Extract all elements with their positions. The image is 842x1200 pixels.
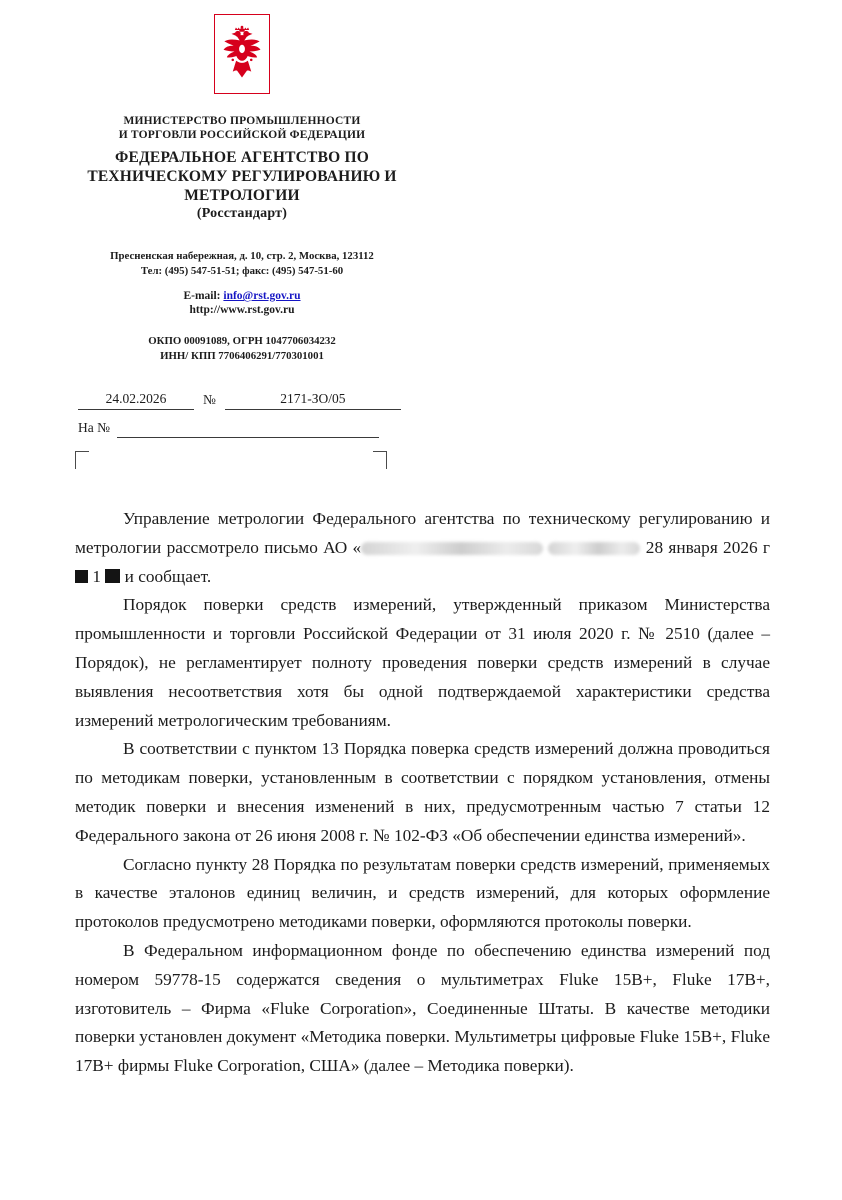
paragraph-1: [75, 505, 770, 591]
website-url: http://www.rst.gov.ru: [189, 304, 295, 316]
registry-codes: [56, 334, 428, 363]
reference-block: [78, 391, 408, 438]
postal-address: Пресненская набережная, д. 10, стр. 2, Москва, 123112: [110, 250, 374, 262]
corner-bracket-left: [75, 451, 89, 469]
redacted-text: [548, 542, 640, 555]
agency-short-name: (Росстандарт): [196, 206, 288, 221]
date-number-row: [78, 391, 408, 410]
redaction-box: [75, 570, 88, 583]
paragraph-3: В соответствии с пунктом 13 Порядка поверка средств измерений должна проводиться по методикам поверки, установленным в соответствии с порядком установления, отмены методик поверки и внесения изменений в них, предусмотренным частью 7 статьи 12 Федерального закона от 26 июня 2008 г. № 102-ФЗ «Об обеспечении единства измерений».: [75, 739, 770, 845]
okpo-ogrn: ОКПО 00091089, ОГРН 1047706034232: [148, 335, 336, 347]
letterhead: [56, 0, 428, 363]
ministry-name: [56, 114, 428, 142]
email-line: [56, 290, 428, 302]
email-link[interactable]: info@rst.gov.ru: [223, 290, 301, 302]
coat-of-arms-box: [214, 14, 270, 94]
reply-to-blank-line: [117, 422, 379, 438]
letter-number: 2171-ЗО/05: [225, 391, 401, 410]
corner-bracket-right: [373, 451, 387, 469]
reply-to-label: На №: [78, 420, 110, 435]
reply-to-row: [78, 420, 408, 438]
contact-block: [56, 249, 428, 278]
phone-fax: Тел: (495) 547-51-51; факс: (495) 547-51-60: [140, 264, 344, 277]
agency-line: МЕТРОЛОГИИ: [184, 187, 300, 204]
redacted-text: [361, 542, 543, 555]
p1-text: 28 января 2026 г: [645, 537, 771, 557]
p1-text: и сообщает.: [124, 566, 212, 586]
addressee-area: [75, 451, 387, 479]
email-label: E-mail:: [183, 290, 221, 302]
p1-text: Управление метрологии Федерального агентства по техническому регулированию и метрологии рассмотрело письмо АО «: [75, 509, 770, 557]
inn-kpp: ИНН/ КПП 7706406291/770301001: [160, 349, 324, 362]
agency-line: ФЕДЕРАЛЬНОЕ АГЕНТСТВО ПО: [115, 149, 369, 166]
agency-line: ТЕХНИЧЕСКОМУ РЕГУЛИРОВАНИЮ И: [87, 168, 397, 185]
agency-name: [56, 148, 428, 223]
double-headed-eagle-icon: [221, 24, 263, 84]
letter-body: [75, 505, 770, 1081]
paragraph-5: В Федеральном информационном фонде по обеспечению единства измерений под номером 59778-15 содержатся сведения о мультиметрах Fluke 15B+, Fluke 17B+, изготовитель – Фирма «Fluke Corporation», Соединенные Штаты. В качестве методики поверки установлен документ «Методика поверки. Мультиметры цифровые Fluke 15B+, Fluke 17B+ фирмы Fluke Corporation, США» (далее – Методика поверки).: [75, 940, 770, 1076]
paragraph-4: Согласно пункту 28 Порядка по результатам поверки средств измерений, применяемых в качестве эталонов единиц величин, и средств измерений, для которых оформление протоколов предусмотрено методиками поверки, оформляются протоколы поверки.: [75, 854, 770, 932]
paragraph-2: Порядок поверки средств измерений, утвержденный приказом Министерства промышленности и торговли Российской Федерации от 31 июля 2020 г. № 2510 (далее – Порядок), не регламентирует полноту проведения поверки средств измерений в случае выявления несоответствия хотя бы одной подтверждаемой характеристики средства измерений метрологическим требованиям.: [75, 595, 770, 730]
p1-number: 1: [92, 566, 101, 586]
redaction-box: [105, 569, 120, 583]
letter-date: 24.02.2026: [78, 391, 194, 410]
ministry-line: МИНИСТЕРСТВО ПРОМЫШЛЕННОСТИ: [123, 115, 361, 127]
ministry-line: И ТОРГОВЛИ РОССИЙСКОЙ ФЕДЕРАЦИИ: [118, 129, 366, 141]
number-sign: №: [203, 392, 216, 407]
